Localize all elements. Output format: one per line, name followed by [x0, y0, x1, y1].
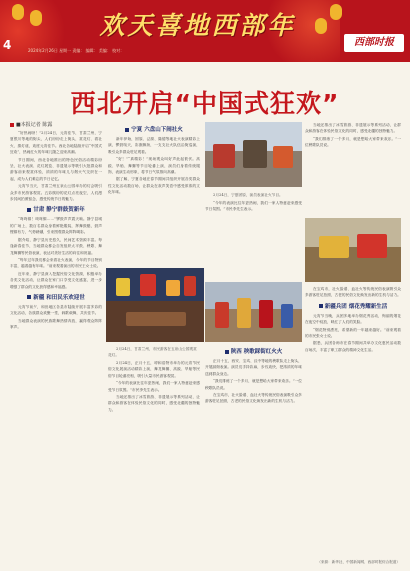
intro-paragraph: 元宵节当天，甘肃兰州五泉山公园举办的灯会吸引众多市民游客观赏。五彩缤纷的花灯点亮夜空，人们漫步其间拍照留念，感受传统节日的魅力。 — [10, 184, 102, 202]
column-4-top — [305, 122, 401, 216]
masthead-banner — [0, 0, 410, 62]
photo-lanterns — [106, 268, 204, 342]
photo-performance — [205, 282, 302, 342]
intro-paragraph: “好热闹呀！”2月24日，元宵佳节，甘肃兰州，宁夏银川等地的街头，人们纷纷走上街头，赏花灯、看社火、猜灯谜，欢度元宵佳节。西北各地陆续开启“中国式狂欢”，热闹红火的年味儿随之迎来高潮。 — [10, 131, 102, 155]
paragraph: “每年过年我们都会来看社火表演，今年的节目特别丰富，越看越有年味。”前来观看演出的市民王女士说。 — [10, 257, 102, 269]
column-2-bottom — [108, 344, 200, 558]
paragraph: “咚咚锵！咚咚锵……”锣鼓声声震天响。静宁县城的广场上，数百名群众身着鲜艳服装，挥舞鼓槌，鼓声铿锵有力，气势磅礴，引来围观群众阵阵喝彩。 — [10, 217, 102, 235]
paragraph: 当地群众表演的民族歌舞热情奔放，赢得观众阵阵掌声。 — [10, 318, 102, 330]
newspaper-logo: 西部时报 — [344, 34, 404, 52]
source-note: （来源：新华社、中国新闻网、西部时报综合报道） — [317, 560, 400, 564]
paragraph: “我们排练了一个多月，就是想给大家带来欢乐。”一位秧歌队员说。 — [205, 379, 302, 390]
paragraph: 元宵节前夕，和田地区各县市陆续开展丰富多彩的文化活动，各族群众欢聚一堂，载歌载舞，共庆佳节。 — [10, 304, 102, 316]
paragraph: 元宵节当晚，兵团多地举办烟花秀活动，绚丽的烟花在夜空中绽放，映红了人们的笑脸。 — [305, 313, 401, 325]
lantern-icon — [330, 4, 342, 20]
paragraph: 2月24日，正月十五，呼和浩特市举办的元宵节民俗文化展演活动精彩上演，舞龙舞狮、高跷、旱船等民俗节目轮番亮相，吸引大量市民游客观赏。 — [108, 361, 200, 378]
paragraph: 据了解，宁夏各地在春节期间共组织开展各类群众性文化活动数百场，让群众在欢声笑语中感受浓浓的文化年味。 — [108, 177, 200, 195]
photo-caption: 2月24日，甘肃兰州，市民游客在五泉山公园观赏花灯。 — [108, 347, 197, 357]
column-2-top — [108, 122, 200, 268]
section-title: 欢天喜地西部年 — [99, 11, 296, 40]
lantern-icon — [12, 4, 24, 20]
paragraph: 当地还推出了冰雪旅游、非遗展示等系列活动，让群众和游客在体验民俗文化的同时，感受北疆的独特魅力。 — [305, 123, 401, 134]
paragraph: 新年伊始，固原、泾源、隆德等地社火表演精彩上演，锣鼓喧天，彩旗飘扬，一支支社火队伍沿街巡演，吸引众多群众驻足观看。 — [108, 137, 200, 154]
paragraph: 当地还推出了冰雪旅游、非遗展示等系列活动，让群众和游客在体验民俗文化的同时，感受北疆的独特魅力。 — [108, 395, 200, 412]
paragraph: 据悉，兵团各师市在春节期间共举办文化惠民活动数百场次，丰富了职工群众的精神文化生活。 — [305, 341, 401, 352]
paragraph: 近年来，静宁县深入挖掘民俗文化资源，积极举办各类文化活动，让群众在家门口享受文化盛宴，进一步增强了群众的文化获得感和幸福感。 — [10, 271, 102, 289]
paragraph: “我们排练了一个多月，就是想给大家带来欢乐。”一位秧歌队员说。 — [305, 136, 401, 148]
section-heading: 陕西 秧歌踩街红火火 — [205, 347, 302, 355]
paragraph: 在宝鸡市，社火脸谱、血社火等传统民俗表演吸引众多游客驻足拍照，古老的民俗文化焕发出新的生机与活力。 — [205, 393, 302, 404]
lantern-icon — [30, 10, 42, 26]
column-1 — [10, 130, 102, 558]
paragraph: 在宝鸡市，社火脸谱、血社火等传统民俗表演吸引众多游客驻足拍照，古老的民俗文化焕发出新的生机与活力。 — [305, 287, 401, 298]
paragraph: 正月十五，西安、宝鸡、汉中等地的秧歌队走上街头，开展踩街表演。演员们手持彩扇，步伐欢快，把浓浓的年味送到群众身边。 — [205, 359, 302, 376]
section-heading: 新疆兵团 烟花秀耀新生活 — [305, 302, 401, 310]
lantern-icon — [315, 18, 327, 34]
section-heading: 甘肃 静宁群鼓贺新年 — [10, 205, 102, 213]
photo-caption: 2月24日，宁夏固原，演员表演社火节目。 — [213, 193, 283, 197]
issue-meta: 2024年2月26日 星期一 责编： 编辑： 美编： 校对： — [28, 48, 125, 53]
column-3-top — [205, 190, 302, 280]
column-3-bottom — [205, 344, 302, 558]
intro-paragraph: 节日期间，西北各地推出的特色民俗活动精彩纷呈，社火表演、花灯展览、非遗展示等吸引大批群众和游客前来观赏体验，浓浓的年味儿与烟火气交织在一起，成为人们难忘的节日记忆。 — [10, 157, 102, 181]
section-heading: 宁夏 六盘山下闹社火 — [108, 125, 200, 133]
paragraph: “好！”“真精彩！”现场观众叫好声此起彼伏。高跷、旱船、舞狮等节目轮番上演，演员们身着传统服饰，表演生动形象，将节日气氛推向高潮。 — [108, 157, 200, 175]
byline-marker — [10, 123, 14, 127]
paragraph: “烟花特别漂亮，希望新的一年越来越好。”前来观看的市民张女士说。 — [305, 327, 401, 339]
paragraph: “今年的表演比往年更热闹，我们一家人特意赶来感受节日氛围。”市民李先生表示。 — [108, 381, 200, 392]
photo-lion-dance — [305, 218, 401, 282]
headline: 西北开启“中国式狂欢” — [70, 89, 340, 118]
byline: ■本报记者 陈露 — [10, 121, 52, 128]
photo-street — [205, 122, 302, 187]
column-4-bottom — [305, 286, 401, 558]
paragraph: “今年的表演比往年更热闹，我们一家人特意赶来感受节日氛围。”市民李先生表示。 — [205, 201, 302, 212]
page-number: 4 — [3, 38, 12, 52]
paragraph: 据介绍，静宁县历史悠久，民间艺术资源丰富。每逢新春佳节，当地群众都会自发组织太平鼓、秧歌、舞龙舞狮等民俗表演，表达对美好生活的向往和祝福。 — [10, 237, 102, 255]
section-heading: 新疆 和田民乐欢迎世 — [10, 293, 102, 301]
